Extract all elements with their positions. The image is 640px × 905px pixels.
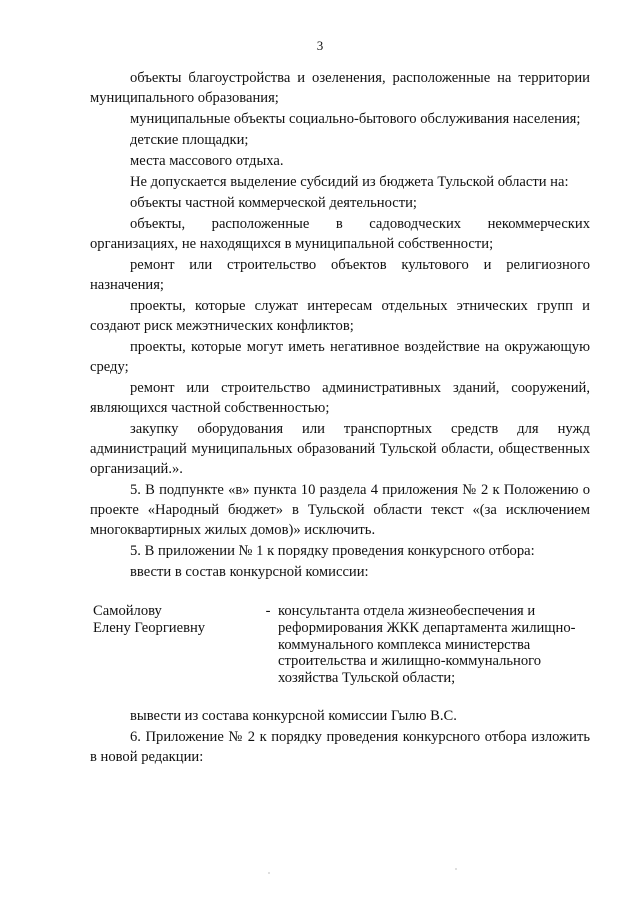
scan-speck (268, 872, 270, 874)
paragraph: объекты частной коммерческой деятельности; (130, 195, 417, 211)
paragraph: вывести из состава конкурсной комиссии Гылю В.С. (130, 707, 457, 724)
paragraph: 6. Приложение № 2 к порядку проведения конкурсного отбора изложить в новой редакции: (90, 728, 590, 765)
dash-separator: - (265, 603, 271, 619)
scan-speck (455, 868, 457, 870)
page-number: 3 (316, 38, 324, 53)
paragraph: Не допускается выделение субсидий из бюджета Тульской области на: (130, 174, 569, 190)
paragraph: детские площадки; (130, 132, 249, 148)
position-line: хозяйства Тульской области; (278, 670, 456, 687)
paragraph: проекты, которые служат интересам отдельных этнических групп и создают риск межэтнических конфликтов; (90, 298, 590, 334)
member-name (90, 603, 258, 687)
document-body (90, 68, 590, 768)
member-position (278, 603, 590, 687)
position-line: консультанта отдела жизнеобеспечения и (278, 603, 536, 619)
paragraph: 5. В подпункте «в» пункта 10 раздела 4 приложения № 2 к Положению о проекте «Народный бюджет» в Тульской области текст «(за исключением многоквартирных жилых домов)» исключить. (90, 482, 590, 538)
paragraph: объекты, расположенные в садоводческих некоммерческих организациях, не находящихся в муниципальной собственности; (90, 216, 590, 252)
paragraph: ввести в состав конкурсной комиссии: (130, 564, 369, 580)
position-line: строительства и жилищно-коммунального (278, 653, 542, 670)
member-surname: Самойлову (93, 603, 162, 619)
position-line: реформирования ЖКК департамента жилищно- (278, 619, 576, 636)
paragraph: объекты благоустройства и озеленения, расположенные на территории муниципального образования; (90, 70, 590, 106)
paragraph: ремонт или строительство административных зданий, сооружений, являющихся частной собственностью; (90, 380, 590, 416)
paragraph: места массового отдыха. (130, 153, 284, 169)
paragraph: ремонт или строительство объектов культового и религиозного назначения; (90, 257, 590, 293)
position-line: коммунального комплекса министерства (278, 636, 531, 653)
paragraph: проекты, которые могут иметь негативное воздействие на окружающую среду; (90, 339, 590, 375)
paragraph: муниципальные объекты социально-бытового обслуживания населения; (130, 111, 581, 127)
paragraph: закупку оборудования или транспортных средств для нужд администраций муниципальных образований Тульской области, общественных организаций.». (90, 421, 590, 477)
member-given-names: Елену Георгиевну (93, 619, 206, 636)
paragraph: 5. В приложении № 1 к порядку проведения конкурсного отбора: (130, 543, 535, 559)
commission-member-entry (90, 603, 590, 687)
